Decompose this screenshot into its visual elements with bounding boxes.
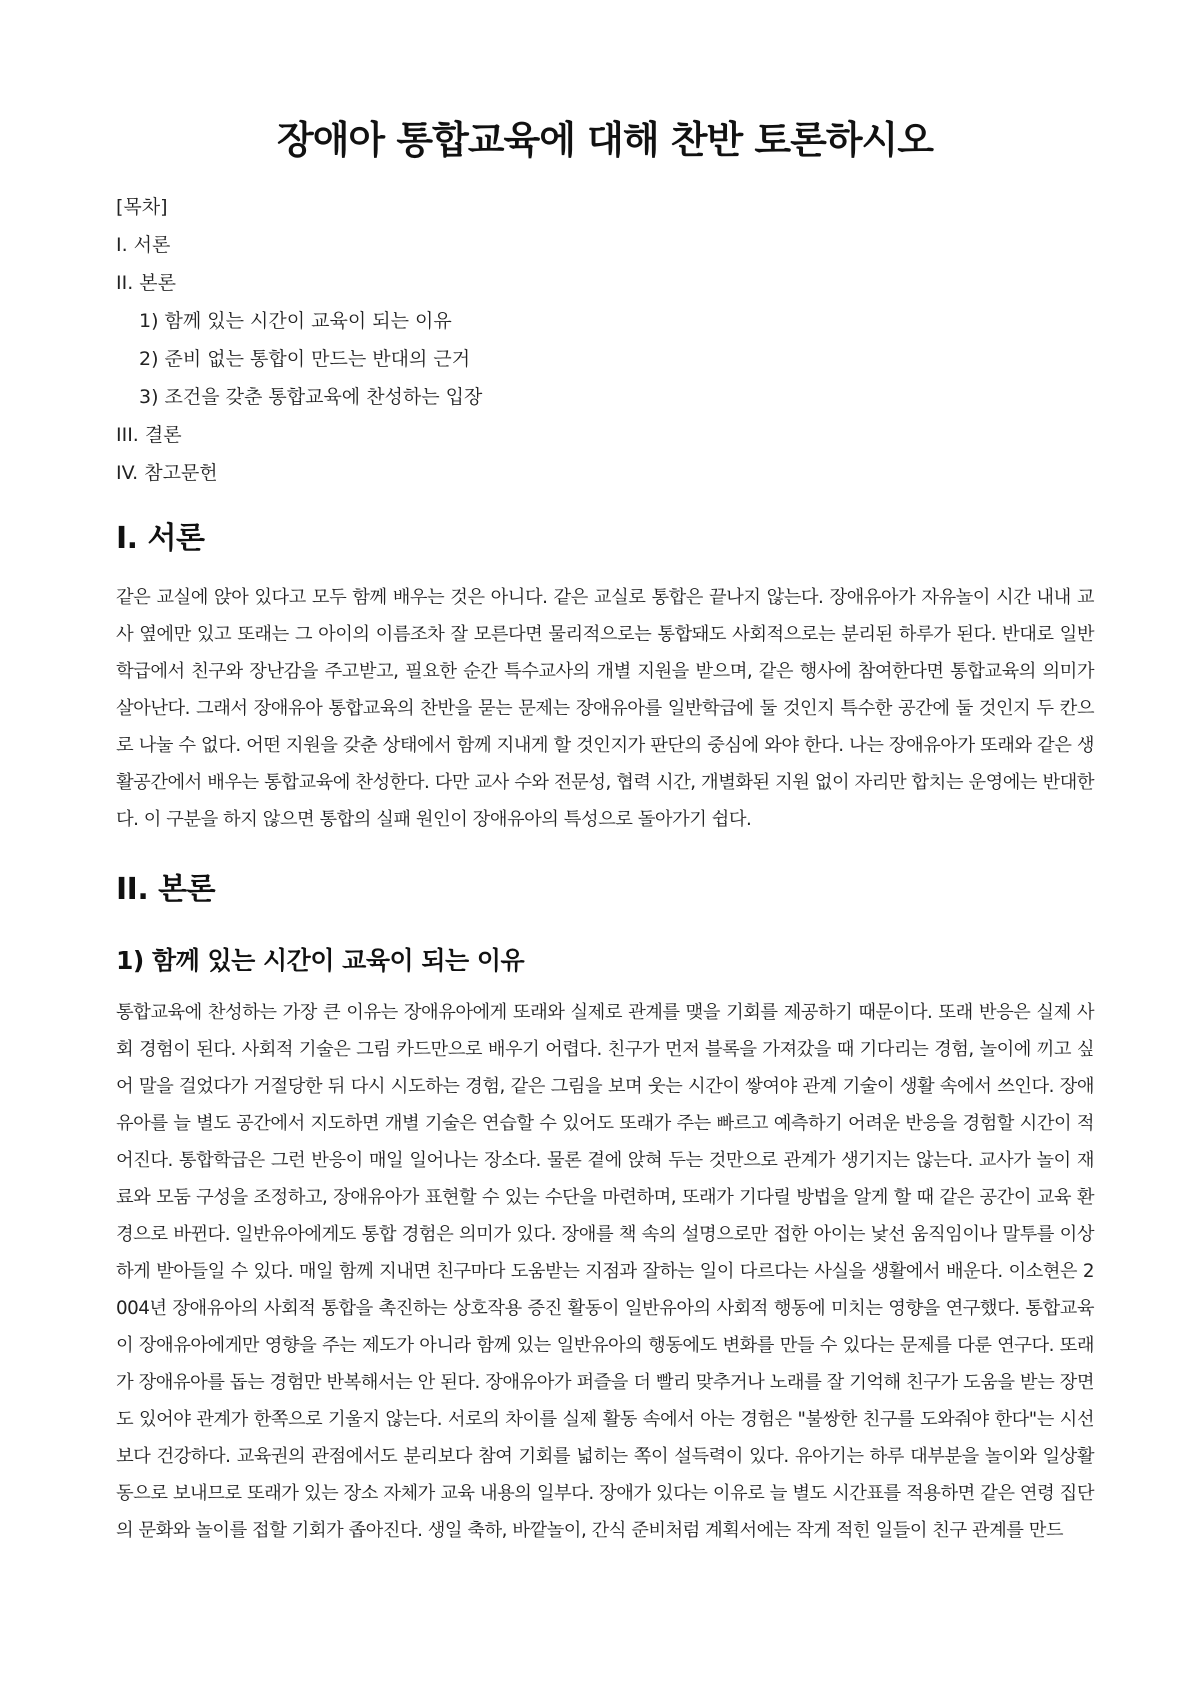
toc-subitem: 3) 조건을 갖춘 통합교육에 찬성하는 입장	[139, 386, 483, 408]
table-of-contents	[116, 194, 1094, 487]
paragraph: 통합교육에 찬성하는 가장 큰 이유는 장애유아에게 또래와 실제로 관계를 맺을 기회를 제공하기 때문이다. 또래 반응은 실제 사회 경험이 된다. 사회적 기술은 그림 카드만으로 배우기 어렵다. 친구가 먼저 블록을 가져갔을 때 기다리는 경험, 놀이에 끼고 싶어 말을 걸었다가 거절당한 뒤 다시 시도하는 경험, 같은 그림을 보며 웃는 시간이 쌓여야 관계 기술이 생활 속에서 쓰인다. 장애유아를 늘 별도 공간에서 지도하면 개별 기술은 연습할 수 있어도 또래가 주는 빠르고 예측하기 어려운 반응을 경험할 시간이 적어진다. 통합학급은 그런 반응이 매일 일어나는 장소다. 물론 곁에 앉혀 두는 것만으로 관계가 생기지는 않는다. 교사가 놀이 재료와 모둠 구성을 조정하고, 장애유아가 표현할 수 있는 수단을 마련하며, 또래가 기다릴 방법을 알게 할 때 같은 공간이 교육 환경으로 바뀐다. 일반유아에게도 통합 경험은 의미가 있다. 장애를 책 속의 설명으로만 접한 아이는 낯선 움직임이나 말투를 이상하게 받아들일 수 있다. 매일 함께 지내면 친구마다 도움받는 지점과 잘하는 일이 다르다는 사실을 생활에서 배운다. 이소현은 2004년 장애유아의 사회적 통합을 촉진하는 상호작용 증진 활동이 일반유아의 사회적 행동에 미치는 영향을 연구했다. 통합교육이 장애유아에게만 영향을 주는 제도가 아니라 함께 있는 일반유아의 행동에도 변화를 만들 수 있다는 문제를 다룬 연구다. 또래가 장애유아를 돕는 경험만 반복해서는 안 된다. 장애유아가 퍼즐을 더 빨리 맞추거나 노래를 잘 기억해 친구가 도움을 받는 장면도 있어야 관계가 한쪽으로 기울지 않는다. 서로의 차이를 실제 활동 속에서 아는 경험은 "불쌍한 친구를 도와줘야 한다"는 시선보다 건강하다. 교육권의 관점에서도 분리보다 참여 기회를 넓히는 쪽이 설득력이 있다. 유아기는 하루 대부분을 놀이와 일상활동으로 보내므로 또래가 있는 장소 자체가 교육 내용의 일부다. 장애가 있다는 이유로 늘 별도 시간표를 적용하면 같은 연령 집단의 문화와 놀이를 접할 기회가 좁아진다. 생일 축하, 바깥놀이, 간식 준비처럼 계획서에는 작게 적힌 일들이 친구 관계를 만드	[116, 1002, 1094, 1541]
section-heading: I. 서론	[116, 521, 205, 556]
toc-label: [목차]	[116, 196, 168, 218]
subsection-heading: 1) 함께 있는 시간이 교육이 되는 이유	[116, 946, 525, 975]
toc-item: III. 결론	[116, 424, 182, 446]
toc-subitem: 1) 함께 있는 시간이 교육이 되는 이유	[139, 310, 452, 332]
toc-item: IV. 참고문헌	[116, 462, 218, 484]
toc-item: II. 본론	[116, 272, 176, 294]
document-title: 장애아 통합교육에 대해 찬반 토론하시오	[277, 118, 933, 162]
section-heading: II. 본론	[116, 872, 216, 907]
paragraph: 같은 교실에 앉아 있다고 모두 함께 배우는 것은 아니다. 같은 교실로 통합은 끝나지 않는다. 장애유아가 자유놀이 시간 내내 교사 옆에만 있고 또래는 그 아이의 이름조차 잘 모른다면 물리적으로는 통합돼도 사회적으로는 분리된 하루가 된다. 반대로 일반학급에서 친구와 장난감을 주고받고, 필요한 순간 특수교사의 개별 지원을 받으며, 같은 행사에 참여한다면 통합교육의 의미가 살아난다. 그래서 장애유아 통합교육의 찬반을 묻는 문제는 장애유아를 일반학급에 둘 것인지 특수한 공간에 둘 것인지 두 칸으로 나눌 수 없다. 어떤 지원을 갖춘 상태에서 함께 지내게 할 것인지가 판단의 중심에 와야 한다. 나는 장애유아가 또래와 같은 생활공간에서 배우는 통합교육에 찬성한다. 다만 교사 수와 전문성, 협력 시간, 개별화된 지원 없이 자리만 합치는 운영에는 반대한다. 이 구분을 하지 않으면 통합의 실패 원인이 장애유아의 특성으로 돌아가기 쉽다.	[116, 587, 1094, 830]
toc-item: I. 서론	[116, 234, 171, 256]
section-body	[116, 870, 1094, 1549]
toc-subitem: 2) 준비 없는 통합이 만드는 반대의 근거	[139, 348, 471, 370]
section-introduction	[116, 519, 1094, 838]
